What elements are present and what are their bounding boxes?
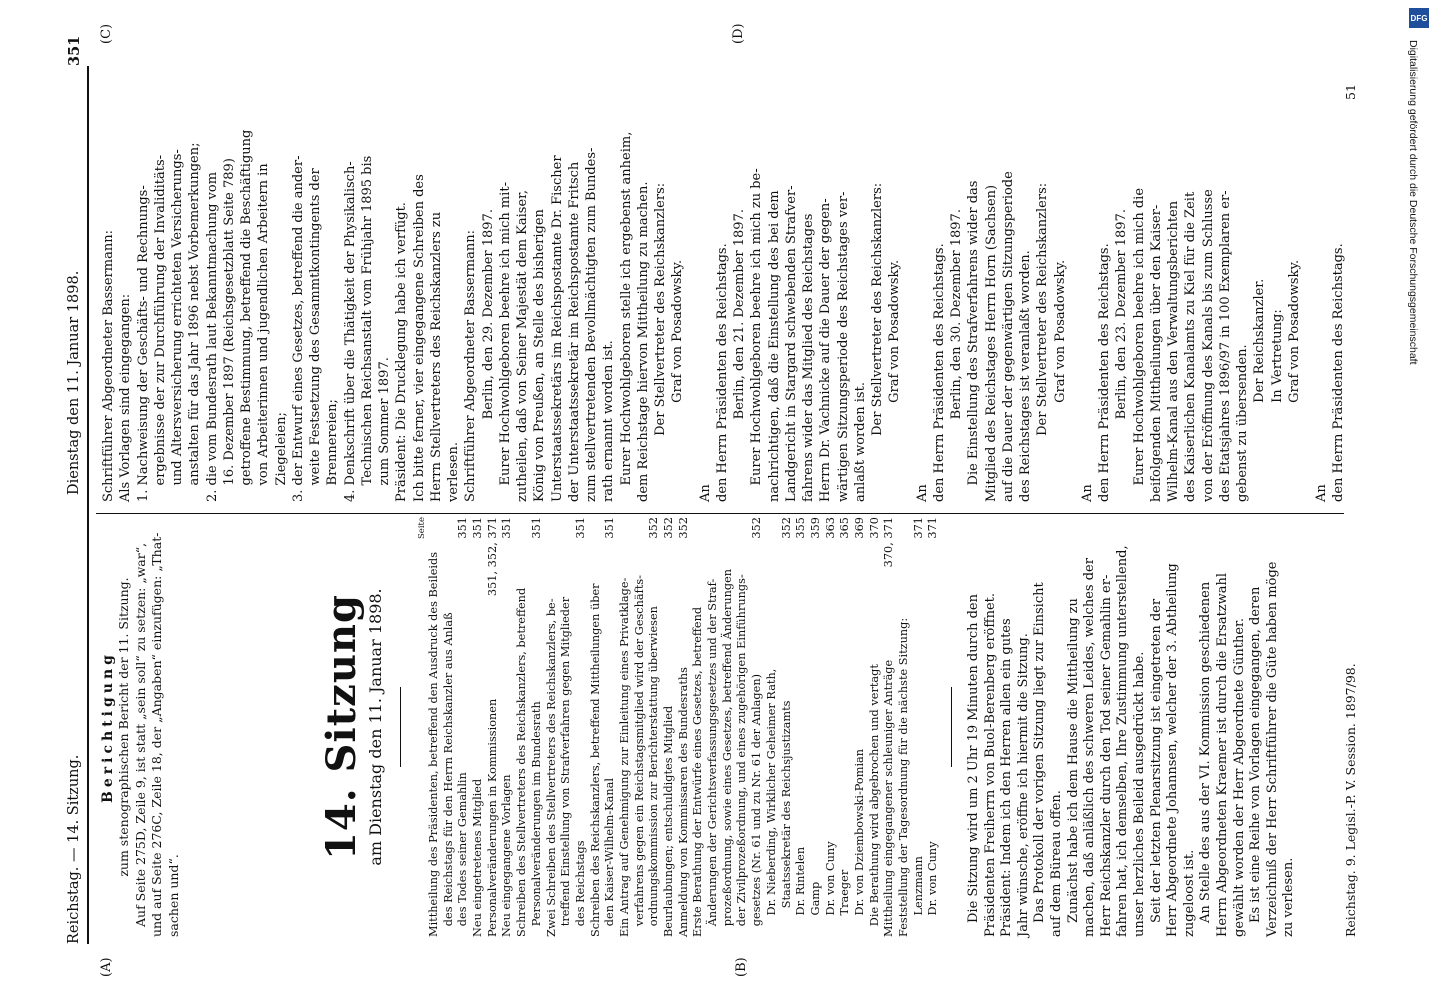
toc-entry-text: Staatssekretär des Reichsjustizamts (779, 700, 793, 937)
toc-entry-text: Dr. Nieberding, Wirklicher Geheimer Rath, (764, 668, 778, 937)
toc-entry-page: 352 (647, 517, 661, 539)
toc-row (515, 517, 530, 937)
toc-row (794, 517, 809, 937)
toc-row (442, 517, 457, 937)
berichtigung-title: Berichtigung (100, 651, 116, 803)
right-column-line: Der Reichskanzler. (1252, 278, 1268, 502)
toc-entry-text: Personalveränderungen in Kommissionen (485, 698, 499, 937)
opening-line: Herrn Abgeordneten Kraemer ist durch die Ersatzwahl (1214, 572, 1230, 937)
toc-entry-text: verfahrens gegen ein Reichstagsmitglied wird der Geschäfts- (632, 575, 646, 937)
right-column-line: zutheilen, daß von Seiner Majestät dem Kaiser, (515, 189, 530, 502)
right-column-line: beifolgenden Mittheilungen über den Kaiser- (1148, 204, 1164, 502)
column-divider (96, 513, 1344, 514)
toc-entry-page: 371 (926, 517, 940, 539)
toc-seite-label: Seite (417, 517, 427, 540)
right-column-line: Wilhelm-Kanal aus den Verwaltungsberichten (1166, 200, 1181, 502)
toc-entry-text: Feststellung der Tagesordnung für die nächste Sitzung: (897, 617, 910, 937)
toc-entry-page: 370, 371 (882, 517, 896, 568)
right-column-line: Berlin, den 23. Dezember 1897. (1114, 209, 1130, 502)
session-title: 14. Sitzung (318, 594, 365, 860)
right-column-line: 1. Nachweisung der Geschäfts- und Rechnungs- (135, 185, 151, 502)
berichtigung-line: sachen und“. (165, 854, 181, 937)
toc-entry-page: 369 (852, 517, 866, 539)
opening-line: Die Sitzung wird um 2 Uhr 19 Minuten durch den (966, 594, 982, 923)
opening-line: machen, daß anläßlich des schweren Leides, welches der (1082, 558, 1098, 937)
opening-line: Präsidenten Freiherrn von Buol-Berenberg eröffnet. (982, 592, 998, 937)
toc-entry-text: Anmeldung von Kommissaren des Bundesraths (676, 667, 690, 937)
right-column-line: Brennereien; (325, 399, 341, 502)
right-column-line: Berlin, den 29. Dezember 1897. (480, 209, 496, 502)
toc-row (500, 517, 515, 937)
toc-row (486, 517, 501, 937)
toc-row (559, 517, 574, 937)
toc-entry-page: 363 (823, 517, 837, 539)
toc-entry-page: 352 (662, 517, 675, 539)
toc-row (662, 517, 677, 937)
right-column-line: Der Stellvertreter des Reichskanzlers: (1035, 182, 1051, 502)
toc-entry-text: Änderungen der Gerichtsverfassungsgesetzes und der Straf- (706, 578, 720, 937)
toc-row (853, 517, 868, 937)
opening-line: Es ist eine Reihe von Vorlagen eingegangen, deren (1248, 586, 1264, 923)
right-column-line: rath ernannt worden ist. (601, 340, 617, 502)
toc-entry-text: des Reichstags (573, 840, 587, 937)
right-column-line: Graf von Posadowsky. (670, 259, 686, 502)
right-column-line: Die Einstellung des Strafverfahrens wider das (966, 180, 982, 502)
toc-row (897, 517, 912, 937)
right-column-line: auf die Dauer der gegenwärtigen Sitzungsperiode (1000, 171, 1016, 502)
right-column-line: Berlin, den 30. Dezember 1897. (949, 209, 964, 502)
opening-line: Seit der letzten Plenarsitzung ist eingetreten der (1148, 598, 1164, 923)
right-column-line: Schriftführer Abgeordneter Bassermann: (463, 230, 479, 502)
toc-entry-text: Traeger (838, 869, 852, 937)
toc-entry-text: Erste Berathung der Entwürfe eines Gesetzes, betreffend (691, 606, 705, 937)
opening-line: zugeloost ist. (1181, 849, 1197, 937)
toc-entry-text: Dr. von Cuny (823, 841, 837, 937)
toc-entry-text: treffend Einstellung von Strafverfahren gegen Mitglieder (559, 596, 573, 937)
opening-line: An Stelle des aus der VI. Kommission geschiedenen (1198, 581, 1214, 923)
toc-row (735, 517, 750, 937)
toc-row (838, 517, 853, 937)
toc (417, 517, 941, 937)
footer-left: Reichstag. 9. Legisl.-P. V. Session. 1897/98. (1343, 663, 1358, 937)
toc-entry-text: Dr. von Dziembowski-Pomian (852, 748, 866, 937)
right-column-line: weite Festsetzung des Gesammtkontingents der (308, 168, 323, 502)
opening-line: Herr Abgeordnete Johannsen, welcher der 3. Abtheilung (1165, 563, 1181, 937)
right-column-line: Berlin, den 21. Dezember 1897. (732, 209, 747, 502)
right-column-line: von Arbeiterinnen und jugendlichen Arbeitern in (256, 163, 272, 502)
toc-entry-text: Neu eingetretenes Mitglied (471, 778, 485, 937)
right-column-line: Technischen Reichsanstalt vom Frühjahr 1895 bis (359, 155, 375, 502)
toc-row (530, 517, 545, 937)
right-column-line: getroffene Bestimmung, betreffend die Beschäftigung (239, 129, 254, 502)
toc-row (618, 517, 633, 937)
title-rule (400, 687, 401, 767)
right-column-line: zum Sommer 1897. (377, 357, 392, 502)
right-column-line: 2. die vom Bundesrath laut Bekanntmachung vom (204, 171, 220, 502)
toc-entry-text: des Todes seiner Gemahlin (456, 772, 470, 937)
toc-entry-text: Dr. Rintelen (794, 846, 808, 937)
toc-entry-text: Neu eingegangene Vorlagen (500, 774, 514, 937)
toc-row (456, 517, 471, 937)
right-column-line: Eurer Hochwohlgeboren beehre ich mich zu be- (749, 168, 765, 502)
toc-rows (427, 517, 941, 937)
dfg-sidebar (1406, 0, 1432, 1000)
toc-rule (951, 687, 952, 767)
opening-line: auf dem Büreau offen. (1049, 790, 1065, 937)
opening-line: Herr Reichskanzler durch den Tod seiner Gemahlin er- (1098, 574, 1114, 937)
right-column-line: den Herrn Präsidenten des Reichstags. (1097, 243, 1112, 502)
toc-entry-text: Gamp (808, 881, 822, 937)
right-column-line: Ich bitte ferner, vier eingegangene Schreiben des (411, 174, 427, 502)
toc-row (603, 517, 618, 937)
toc-entry-text: prozeßordnung, sowie eines Gesetzes, betreffend Änderungen (720, 568, 734, 937)
opening-line: gewählt worden der Herr Abgeordnete Günther. (1231, 618, 1247, 937)
toc-row (809, 517, 824, 937)
right-column-line: Graf von Posadowsky. (1286, 259, 1302, 502)
right-column (100, 66, 1348, 502)
toc-entry-page: 351 (471, 517, 485, 539)
right-column-line: den Herrn Präsidenten des Reichstags. (1331, 243, 1347, 502)
right-column-line: zum stellvertretenden Bevollmächtigten zum Bundes- (584, 147, 599, 502)
toc-entry-page: 351, 352, 371 (485, 517, 499, 597)
berichtigung-line: Auf Seite 275D, Zeile 9, ist statt „sein soll“ zu setzen: „war“, (132, 542, 148, 927)
opening-line: Verzeichniß der Herr Schriftführer die Güte haben möge (1264, 561, 1280, 937)
toc-entry-text: den Kaiser-Wilhelm-Kanal (603, 778, 617, 937)
header-center: Dienstag den 11. Januar 1898. (66, 270, 82, 495)
right-column-line: Eurer Hochwohlgeboren beehre ich mich die (1131, 187, 1147, 502)
margin-letter-b: (B) (734, 957, 749, 977)
left-column (100, 517, 1298, 937)
right-column-line: verlesen. (446, 442, 461, 502)
toc-entry-text: Mittheilung des Präsidenten, betreffend den Ausdruck des Beileids (427, 551, 440, 937)
page-number: 351 (66, 35, 83, 66)
toc-row (691, 517, 706, 937)
right-column-line: Herrn Stellvertreters des Reichskanzlers zu (428, 211, 444, 502)
right-column-line: An (1079, 484, 1095, 502)
toc-row (545, 517, 560, 937)
right-column-line: anstalten für das Jahr 1896 nebst Vorbemerkungen; (187, 142, 203, 502)
toc-entry-page: 352 (676, 517, 690, 539)
opening-line: zu verlesen. (1281, 857, 1297, 937)
right-column-line: ergebnisse der zur Durchführung der Invaliditäts- (152, 154, 168, 502)
right-column-line: 3. der Entwurf eines Gesetzes, betreffend die ander- (290, 155, 306, 502)
berichtigung-line: und auf Seite 276C, Zeile 18, der „Angaben“ einzufügen: „That- (149, 532, 164, 937)
right-column-line: gebenst zu übersenden. (1235, 344, 1250, 502)
berichtigung-line: zum stenographischen Bericht der 11. Sitzung. (116, 577, 131, 877)
toc-row (824, 517, 839, 937)
toc-entry-text: Dr. von Cuny (926, 841, 940, 937)
right-column-line: An (1314, 484, 1329, 502)
right-column-line: Der Stellvertreter des Reichskanzlers: (870, 182, 885, 502)
opening-line: Das Protokoll der vorigen Sitzung liegt zur Einsicht (1032, 582, 1048, 923)
toc-entry-text: Personalveränderungen im Bundesrath (529, 701, 543, 937)
right-column-line: fahrens wider das Mitglied des Reichstages (801, 213, 816, 502)
toc-entry-page: 351 (603, 517, 617, 539)
margin-letter-a: (A) (99, 957, 114, 977)
toc-entry-text: ordnungskommission zur Berichterstattung überwiesen (647, 606, 661, 937)
toc-entry-text: gesetzes (Nr. 61 und zu Nr. 61 der Anlagen) (750, 673, 764, 937)
session-subtitle: am Dienstag den 11. Januar 1898. (366, 588, 385, 866)
toc-row (912, 517, 927, 937)
toc-entry-page: 355 (794, 517, 808, 539)
toc-entry-text: Mittheilung eingegangener schleuniger Anträge (882, 659, 896, 937)
right-column-line: 16. Dezember 1897 (Reichsgesetzblatt Seite 789) (221, 158, 237, 502)
toc-entry-page: 352 (779, 517, 793, 539)
toc-entry-page: 351 (573, 517, 587, 539)
right-column-line: In Vertretung: (1269, 309, 1285, 502)
toc-entry-text: Zwei Schreiben des Stellvertreters des Reichskanzlers, be- (544, 598, 558, 937)
toc-row (721, 517, 736, 937)
right-column-line: 4. Denkschrift über die Thätigkeit der Physikalisch- (342, 161, 358, 502)
margin-letter-c: (C) (99, 23, 114, 44)
right-column-line: Als Vorlagen sind eingegangen: (118, 293, 134, 502)
right-column-line: wärtigen Sitzungsperiode des Reichstages ver- (835, 191, 851, 502)
right-column-line: Der Stellvertreter des Reichskanzlers: (653, 182, 668, 502)
dfg-logo: DFG (1409, 8, 1429, 28)
toc-row (427, 517, 442, 937)
toc-row (647, 517, 662, 937)
toc-row (750, 517, 765, 937)
right-column-line: den Herrn Präsidenten des Reichstags. (714, 243, 730, 502)
right-column-line: des Kaiserlichen Kanalamts zu Kiel für die Zeit (1183, 191, 1199, 502)
toc-entry-text: Die Berathung wird abgebrochen und vertagt (867, 664, 881, 937)
toc-entry-text: Schreiben des Reichskanzlers, betreffend Mittheilungen über (588, 583, 602, 937)
toc-row (882, 517, 897, 937)
toc-entry-text: des Reichstags für den Herrn Reichskanzler aus Anlaß (441, 612, 455, 937)
toc-row (574, 517, 589, 937)
right-column-line: An (697, 484, 713, 502)
toc-row (589, 517, 604, 937)
right-column-line: und Altersversicherung errichteten Versicherungs- (170, 149, 185, 502)
toc-entry-text: der Zivilprozeßordnung, und eines zugehörigen Einführungs- (735, 574, 749, 937)
toc-row (926, 517, 941, 937)
toc-row (677, 517, 692, 937)
right-column-line: Mitglied des Reichstages Herrn Horn (Sachsen) (983, 184, 999, 502)
toc-row (780, 517, 795, 937)
toc-entry-page: 370 (867, 517, 881, 539)
toc-row (765, 517, 780, 937)
right-column-line: des Reichstages ist veranlaßt worden. (1018, 250, 1033, 502)
toc-entry-text: Schreiben des Stellvertreters des Reichskanzlers, betreffend (515, 587, 529, 937)
right-column-line: der Unterstaatssekretär im Reichspostamte Fritsch (566, 161, 582, 502)
opening-line: unser herzliches Beileid ausgedrückt habe. (1132, 651, 1147, 937)
toc-row (706, 517, 721, 937)
toc-entry-page: 351 (529, 517, 543, 539)
toc-entry-page: 365 (838, 517, 852, 539)
toc-entry-page: 351 (500, 517, 514, 539)
header-left: Reichstag. — 14. Sitzung. (66, 754, 82, 944)
right-column-line: Ziegeleien; (273, 412, 289, 502)
opening-line: fahren hat, ich demselben, Ihre Zustimmung unterstellend, (1115, 545, 1131, 937)
toc-entry-page: 359 (808, 517, 822, 539)
opening-line: Zunächst habe ich dem Hause die Mittheilung zu (1065, 598, 1081, 923)
right-column-line: Landgericht in Stargard schwebenden Strafver- (783, 185, 799, 502)
footer-signature: 51 (1343, 84, 1358, 100)
right-column-line: Eurer Hochwohlgeboren beehre ich mich mit- (497, 182, 513, 502)
right-column-line: Präsident: Die Drucklegung habe ich verfügt. (394, 202, 410, 502)
opening-line: Präsident: Indem ich den Herren allen ein gutes (999, 618, 1015, 937)
toc-entry-text: Ein Antrag auf Genehmigung zur Einleitung eines Privatklage- (617, 577, 631, 937)
opening-line: Jahr wünsche, eröffne ich hiermit die Sitzung. (1015, 633, 1031, 937)
right-column-line: Graf von Posadowsky. (887, 259, 903, 502)
right-column-line: Schriftführer Abgeordneter Bassermann: (101, 230, 116, 502)
header-rule (87, 66, 89, 944)
right-column-line: An (914, 484, 930, 502)
dfg-funding-note: Digitalisierung gefördert durch die Deutsche Forschungsgemeinschaft (1407, 40, 1419, 365)
right-column-line: nachrichtigen, daß die Einstellung des bei dem (766, 190, 782, 502)
toc-entry-text: Beurlaubungen; entschuldigtes Mitglied (662, 705, 675, 937)
right-column-line: von der Eröffnung des Kanals bis zum Schlusse (1200, 189, 1216, 502)
right-column-line: Eurer Hochwohlgeboren stelle ich ergebenst anheim, (618, 131, 634, 502)
toc-entry-text: Lenzmann (911, 856, 925, 937)
right-column-line: anlaßt worden ist. (852, 382, 868, 502)
toc-entry-page: 352 (750, 517, 764, 539)
right-column-line: Herrn Dr. Vachnicke auf die Dauer der gegen- (818, 198, 834, 502)
toc-entry-page: 371 (911, 517, 925, 539)
right-column-line: des Etatsjahres 1896/97 in 100 Exemplaren er- (1217, 190, 1233, 502)
opening-text (966, 517, 1298, 937)
margin-letter-d: (D) (731, 23, 746, 44)
right-column-line: den Herrn Präsidenten des Reichstags. (931, 243, 947, 502)
right-column-line: dem Reichstage hiervon Mittheilung zu machen. (635, 181, 651, 502)
toc-row (471, 517, 486, 937)
toc-entry-page: 351 (456, 517, 470, 539)
toc-row (868, 517, 883, 937)
right-column-line: Unterstaatssekretärs im Reichspostamte Dr. Fischer (549, 155, 565, 502)
right-column-line: König von Preußen, an Stelle des bisherigen (532, 209, 548, 502)
right-column-line: Graf von Posadowsky. (1052, 259, 1068, 502)
toc-row (633, 517, 648, 937)
